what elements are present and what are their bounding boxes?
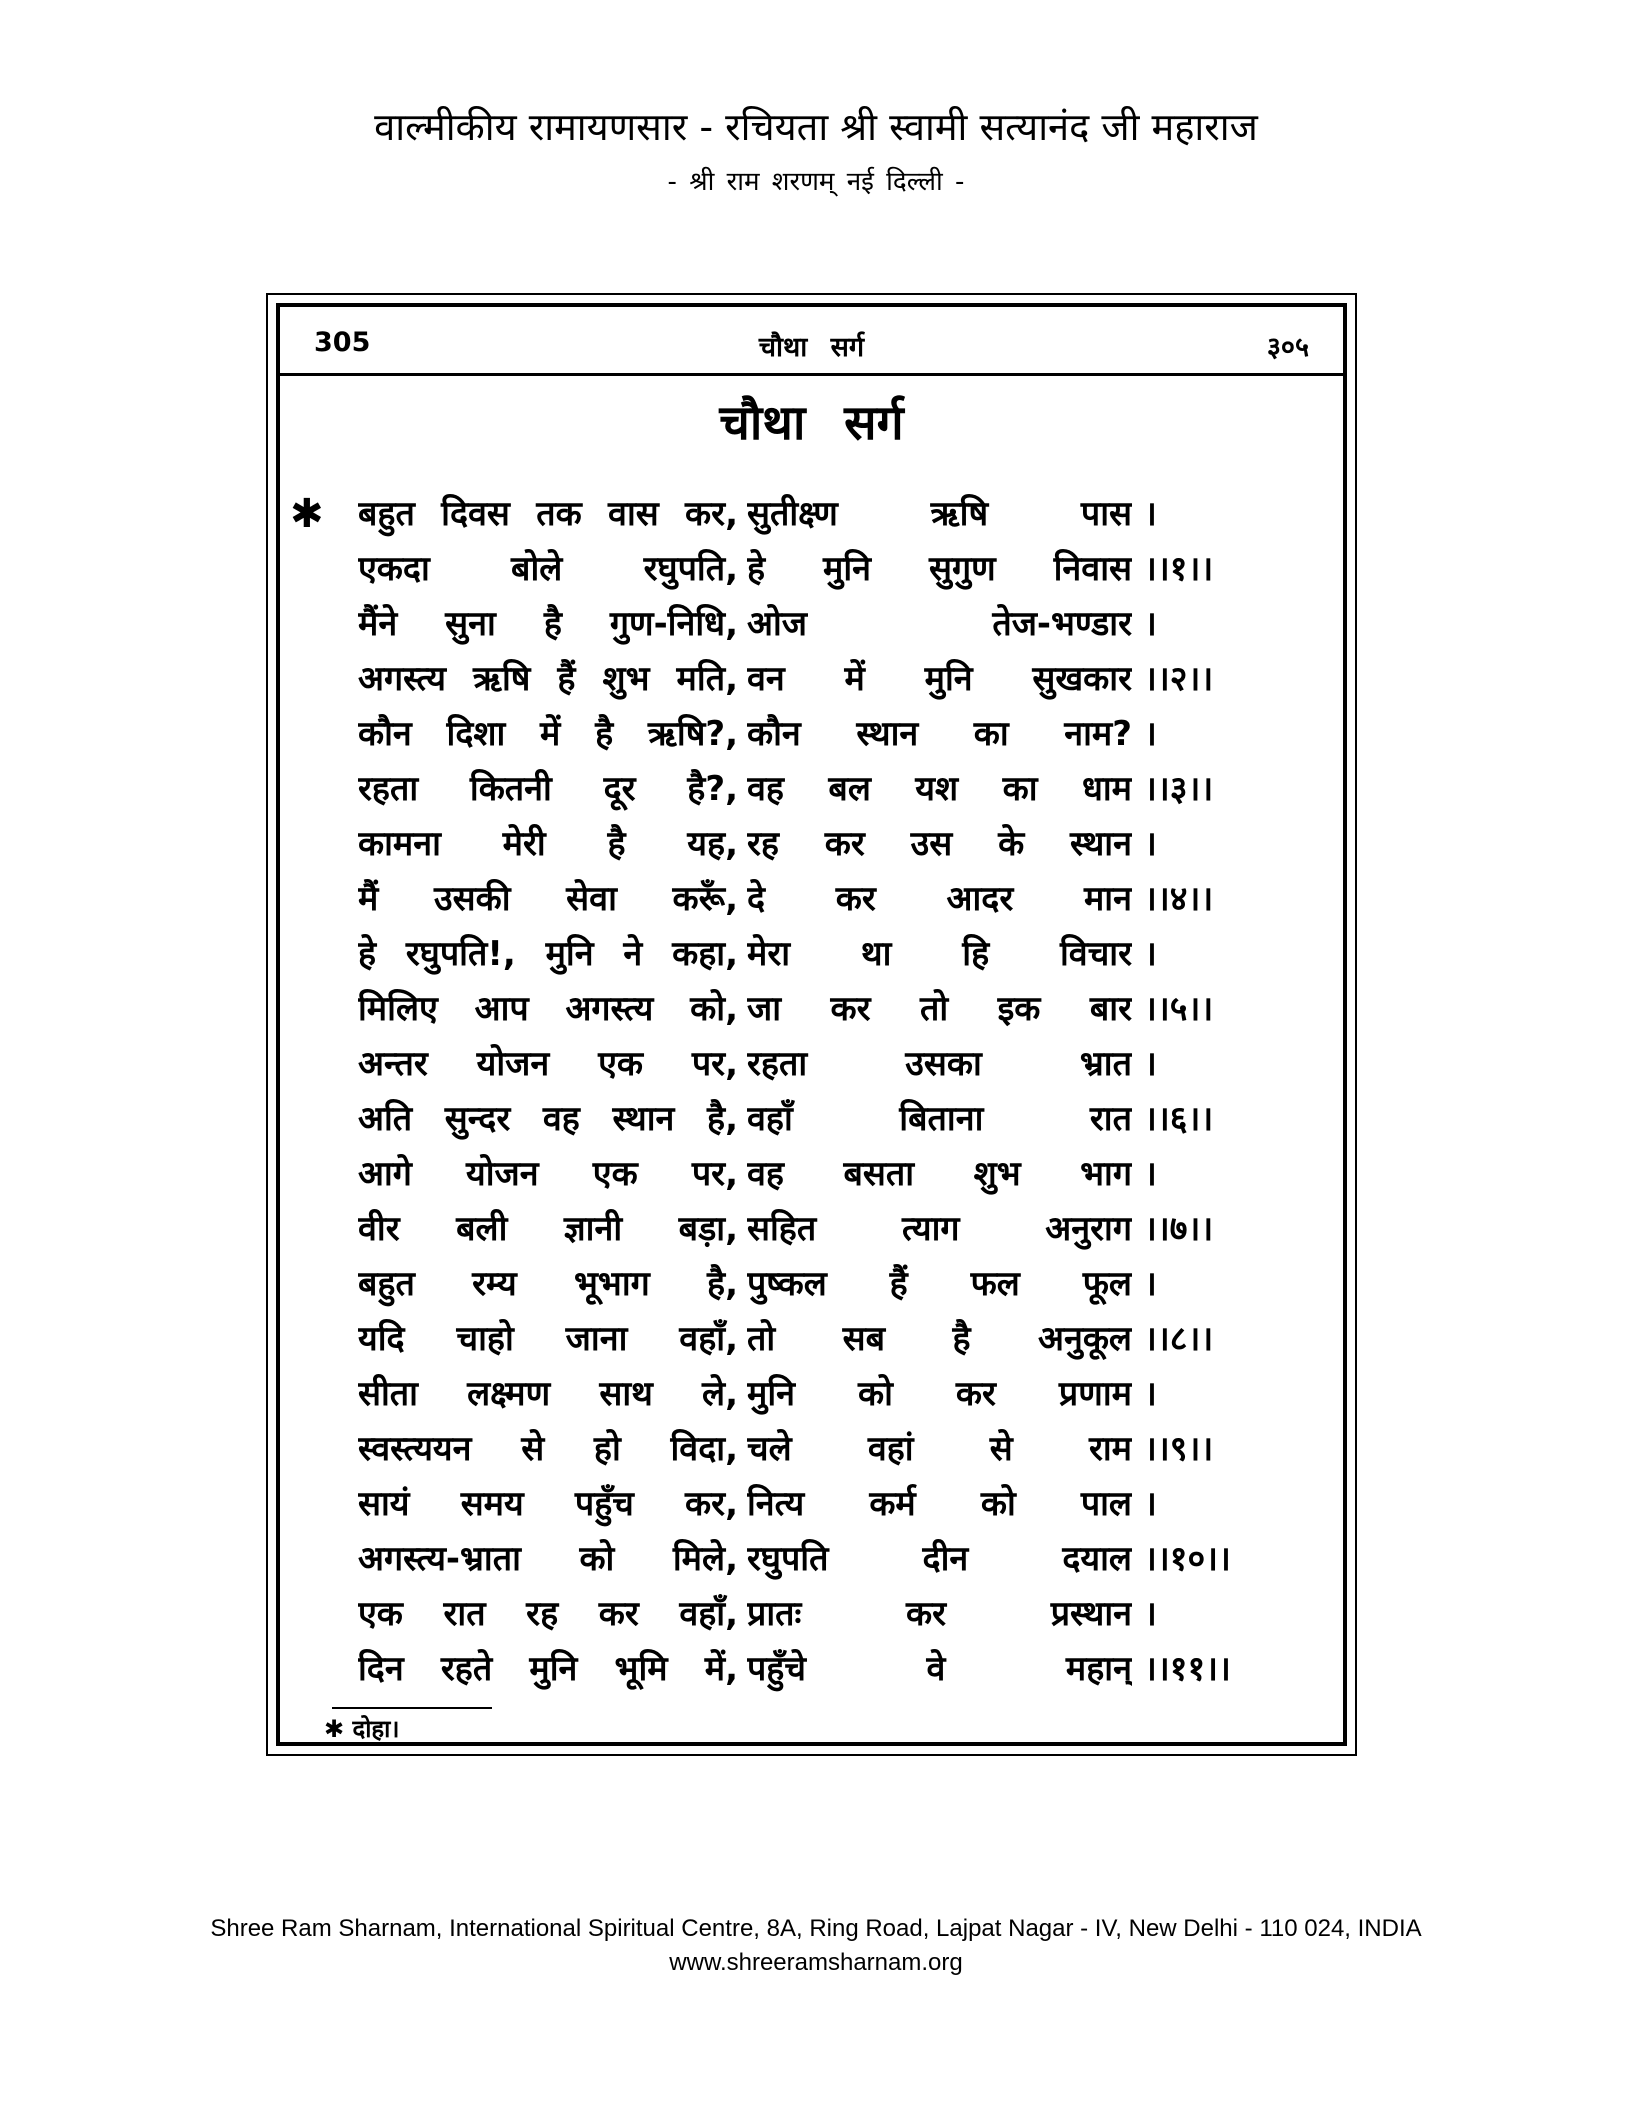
footer-website: www.shreeramsharnam.org [669,1949,963,1976]
verse-line [280,1532,1343,1587]
verse-first-half: रहता कितनी दूर है?, [358,769,738,809]
footnote: ✱ दोहा। [324,1715,400,1743]
verse-line [280,872,1343,927]
verse-first-half: अति सुन्दर वह स्थान है, [358,1099,738,1139]
header-rule [280,373,1343,376]
verse-end-mark: । [1144,1484,1157,1524]
chapter-title: चौथा सर्ग [719,395,904,451]
verse-second-half: चले वहां से राम [747,1429,1132,1469]
verse-second-half: पहुँचे वे महान् [747,1649,1132,1689]
verse-end-mark: ।।४।। [1144,879,1214,919]
verse-line [280,652,1343,707]
verse-line [280,982,1343,1037]
verse-first-half: अन्तर योजन एक पर, [358,1044,738,1084]
verse-list [280,487,1343,1697]
verse-first-half: अगस्त्य-भ्राता को मिले, [358,1539,738,1579]
verse-first-half: मैंने सुना है गुण-निधि, [358,604,738,644]
verse-first-half: कामना मेरी है यह, [358,824,738,864]
verse-line [280,1257,1343,1312]
verse-second-half: वन में मुनि सुखकार [747,659,1132,699]
verse-second-half: वह बसता शुभ भाग [747,1154,1132,1194]
verse-first-half: बहुत रम्य भूभाग है, [358,1264,738,1304]
verse-end-mark: ।।१०।। [1144,1539,1231,1579]
verse-second-half: रह कर उस के स्थान [747,824,1132,864]
running-header [280,327,1343,367]
verse-end-mark: । [1144,604,1157,644]
verse-second-half: जा कर तो इक बार [747,989,1132,1029]
verse-line [280,1422,1343,1477]
doha-marker-icon: ✱ [290,491,324,537]
page-number-arabic: 305 [314,327,371,358]
verse-end-mark: ।।११।। [1144,1649,1231,1689]
verse-second-half: दे कर आदर मान [747,879,1132,919]
verse-second-half: मेरा था हि विचार [747,934,1132,974]
verse-end-mark: ।।९।। [1144,1429,1214,1469]
verse-end-mark: । [1144,1264,1157,1304]
verse-first-half: आगे योजन एक पर, [358,1154,738,1194]
page-frame [266,293,1357,1756]
page-number-devanagari: ३०५ [1266,332,1309,363]
verse-end-mark: ।।८।। [1144,1319,1214,1359]
verse-end-mark: ।।६।। [1144,1099,1214,1139]
verse-line [280,1642,1343,1697]
verse-second-half: कौन स्थान का नाम? [747,714,1132,754]
verse-line [280,762,1343,817]
verse-line [280,1147,1343,1202]
verse-line [280,597,1343,652]
verse-second-half: रहता उसका भ्रात [747,1044,1132,1084]
verse-first-half: एक रात रह कर वहाँ, [358,1594,738,1634]
verse-first-half: सीता लक्ष्मण साथ ले, [358,1374,738,1414]
header-subtitle: - श्री राम शरणम् नई दिल्ली - [667,167,965,197]
verse-first-half: स्वस्त्ययन से हो विदा, [358,1429,738,1469]
verse-first-half: कौन दिशा में है ऋषि?, [358,714,738,754]
verse-first-half: दिन रहते मुनि भूमि में, [358,1649,738,1689]
verse-line [280,1202,1343,1257]
footer-address: Shree Ram Sharnam, International Spiritual Centre, 8A, Ring Road, Lajpat Nagar - IV, New Delhi - 110 024, INDIA [210,1915,1422,1942]
verse-end-mark: ।।५।। [1144,989,1214,1029]
verse-line [280,1312,1343,1367]
verse-first-half: सायं समय पहुँच कर, [358,1484,738,1524]
verse-end-mark: । [1144,714,1157,754]
verse-line [280,1092,1343,1147]
verse-first-half: वीर बली ज्ञानी बड़ा, [358,1209,738,1249]
verse-end-mark: ।।१।। [1144,549,1214,589]
verse-line [280,542,1343,597]
verse-second-half: सुतीक्ष्ण ऋषि पास [747,494,1132,534]
verse-second-half: प्रातः कर प्रस्थान [747,1594,1132,1634]
verse-first-half: मैं उसकी सेवा करूँ, [358,879,738,919]
verse-line [280,1037,1343,1092]
verse-end-mark: ।।२।। [1144,659,1214,699]
verse-second-half: हे मुनि सुगुण निवास [747,549,1132,589]
header-title: वाल्मीकीय रामायणसार - रचियता श्री स्वामी सत्यानंद जी महाराज [374,105,1258,149]
page-frame-inner [276,303,1347,1746]
verse-end-mark: । [1144,494,1157,534]
verse-first-half: हे रघुपति!, मुनि ने कहा, [358,934,738,974]
verse-line [280,707,1343,762]
verse-second-half: वहाँ बिताना रात [747,1099,1132,1139]
verse-first-half: यदि चाहो जाना वहाँ, [358,1319,738,1359]
verse-second-half: मुनि को कर प्रणाम [747,1374,1132,1414]
verse-first-half: एकदा बोले रघुपति, [358,549,738,589]
verse-end-mark: । [1144,1044,1157,1084]
verse-end-mark: । [1144,934,1157,974]
verse-second-half: वह बल यश का धाम [747,769,1132,809]
verse-second-half: पुष्कल हैं फल फूल [747,1264,1132,1304]
verse-line [280,1587,1343,1642]
verse-line [280,817,1343,872]
verse-first-half: मिलिए आप अगस्त्य को, [358,989,738,1029]
verse-end-mark: । [1144,1594,1157,1634]
verse-end-mark: । [1144,1154,1157,1194]
verse-line [280,487,1343,542]
verse-first-half: अगस्त्य ऋषि हैं शुभ मति, [358,659,738,699]
verse-end-mark: । [1144,824,1157,864]
verse-second-half: रघुपति दीन दयाल [747,1539,1132,1579]
verse-second-half: ओज तेज-भण्डार [747,604,1132,644]
verse-end-mark: ।।३।। [1144,769,1214,809]
running-title: चौथा सर्ग [758,332,865,363]
verse-line [280,1367,1343,1422]
footnote-rule [332,1707,492,1709]
verse-second-half: नित्य कर्म को पाल [747,1484,1132,1524]
verse-end-mark: । [1144,1374,1157,1414]
verse-line [280,1477,1343,1532]
verse-first-half: बहुत दिवस तक वास कर, [358,494,738,534]
verse-second-half: सहित त्याग अनुराग [747,1209,1132,1249]
verse-second-half: तो सब है अनुकूल [747,1319,1132,1359]
verse-line [280,927,1343,982]
verse-end-mark: ।।७।। [1144,1209,1214,1249]
